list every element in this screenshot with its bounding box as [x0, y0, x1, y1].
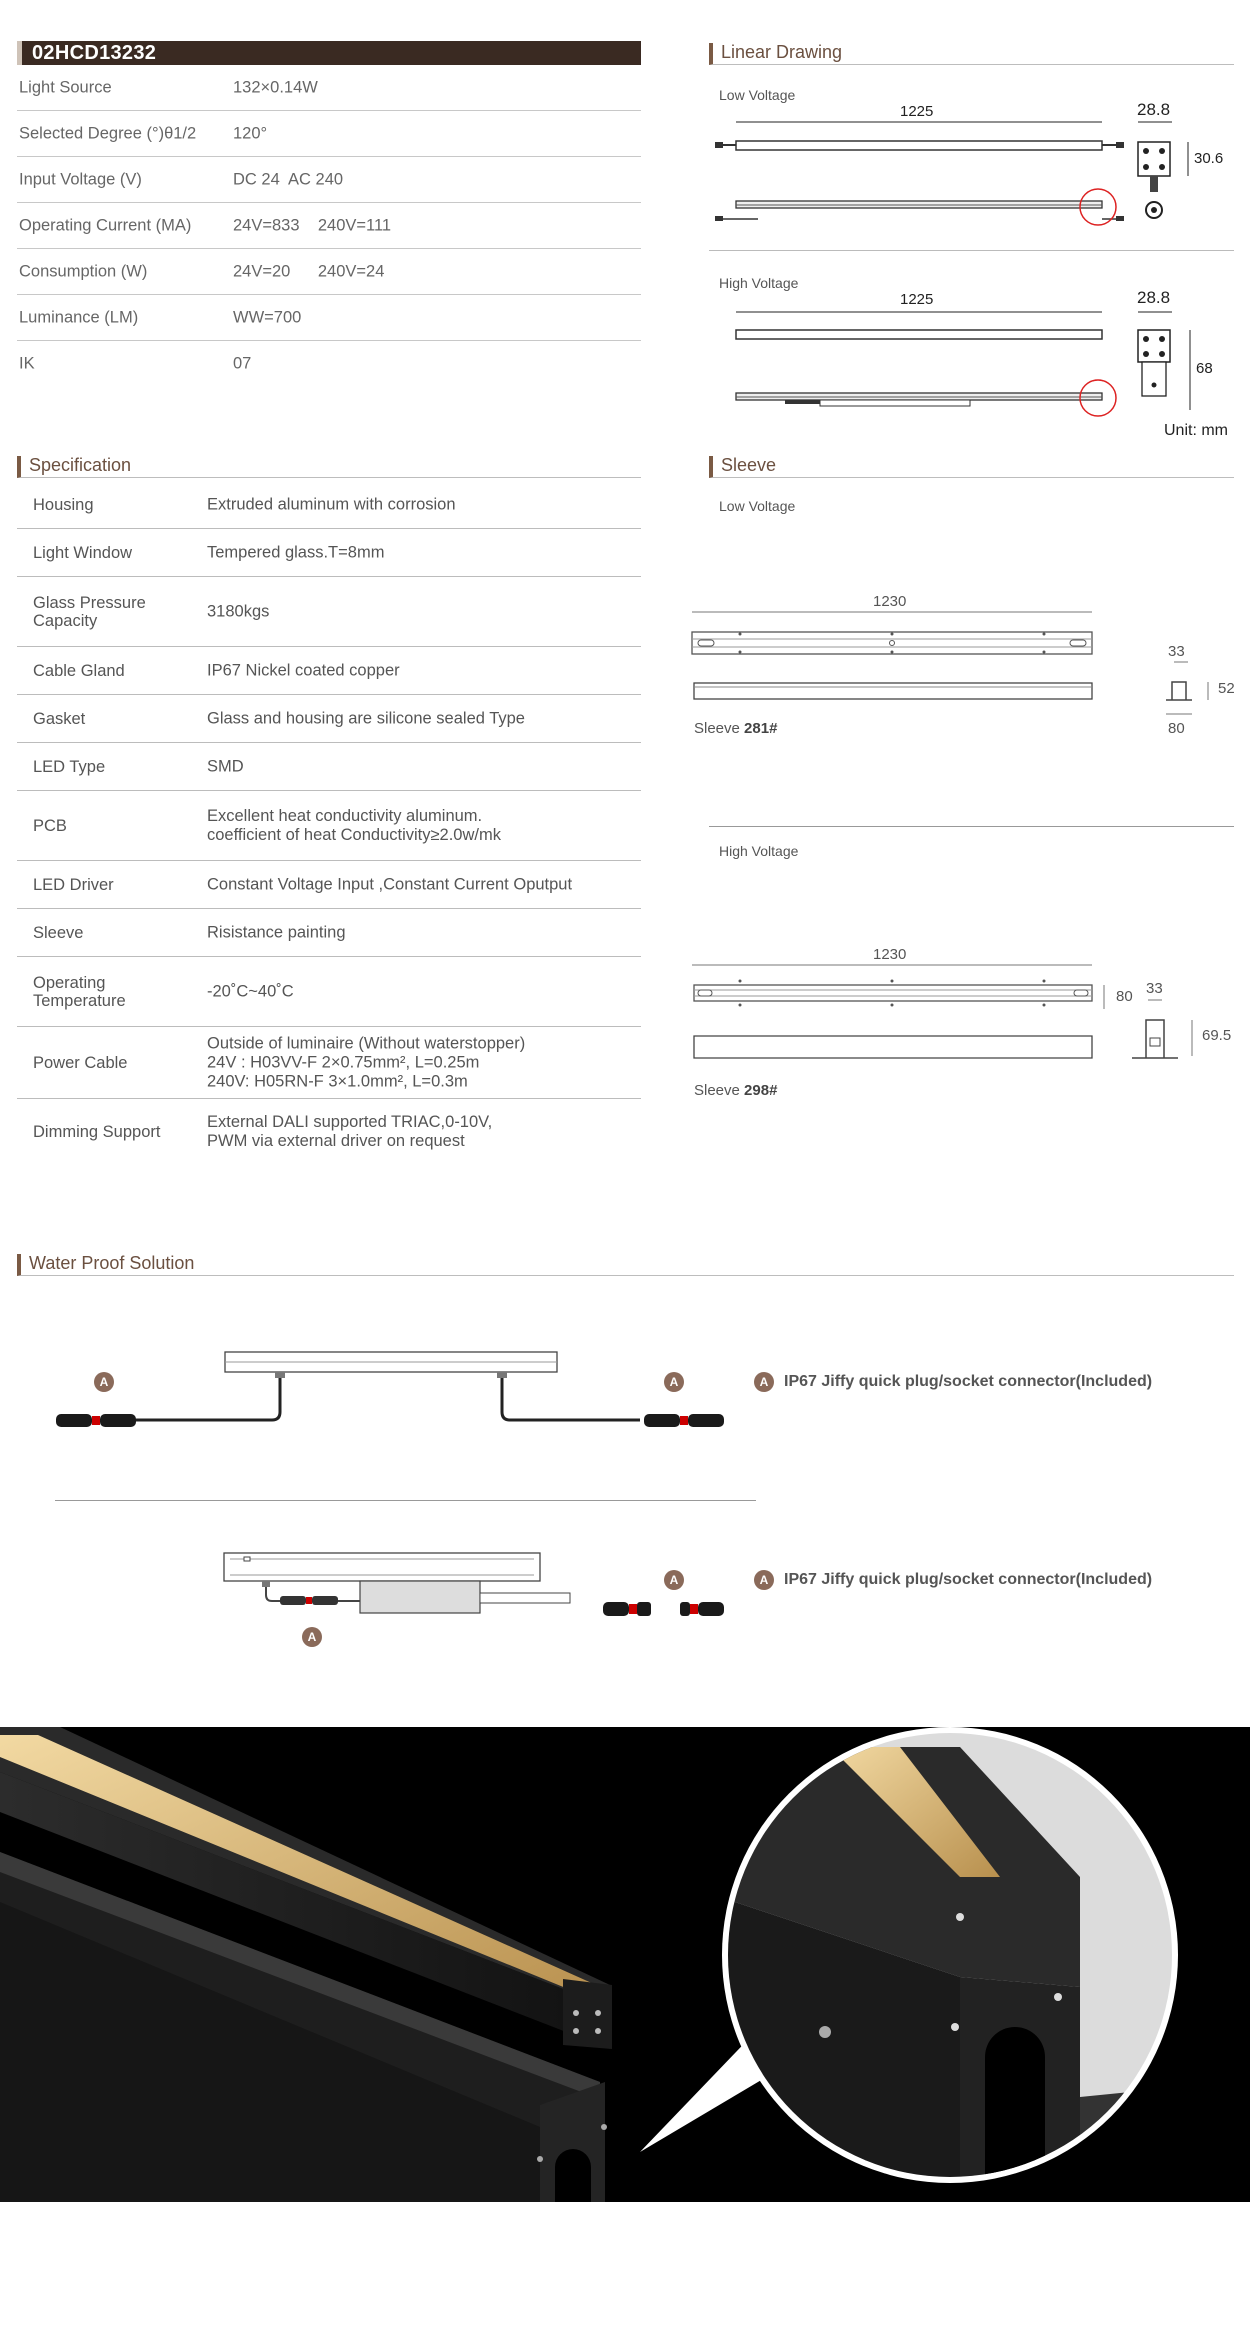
sleeve-length-dim: 1230 — [873, 593, 907, 610]
spec-label: Light Window — [33, 543, 133, 562]
spec-value: Constant Voltage Input ,Constant Current Oputput — [207, 875, 573, 893]
spec-label: Glass Pressure Capacity — [33, 593, 146, 630]
sleeve-low-height: 52 — [1218, 680, 1235, 697]
sleeve-high-number: 298# — [744, 1082, 778, 1099]
sleeve-high-voltage-label: High Voltage — [719, 843, 799, 859]
info-row — [17, 157, 641, 203]
high-voltage-label: High Voltage — [719, 275, 799, 291]
linear-drawing-title: Linear Drawing — [709, 43, 1234, 65]
connector-badge: A — [754, 1372, 774, 1392]
height-dim: 68 — [1196, 360, 1213, 377]
info-row — [17, 249, 641, 295]
spec-label: Dimming Support — [33, 1123, 161, 1141]
connector-text: IP67 Jiffy quick plug/socket connector(Included) — [784, 1373, 1153, 1390]
info-value: 24V=833 240V=111 — [233, 216, 392, 234]
info-row — [17, 341, 641, 387]
sleeve-low-caption — [694, 720, 777, 737]
sleeve-low-caption-prefix: Sleeve — [694, 720, 745, 737]
width-dim: 28.8 — [1137, 288, 1171, 307]
height-dim: 30.6 — [1194, 150, 1224, 167]
info-label: Light Source — [19, 78, 112, 96]
info-label: Luminance (LM) — [19, 308, 139, 326]
connector-badge: A — [302, 1627, 322, 1647]
sleeve-high-caption-prefix: Sleeve — [694, 1082, 745, 1099]
sleeve-low-voltage-label: Low Voltage — [719, 498, 796, 514]
sleeve-high-section — [1128, 998, 1198, 1062]
sleeve-high-a: 80 — [1116, 988, 1133, 1005]
divider — [55, 1500, 756, 1501]
spec-value: External DALI supported TRIAC,0-10V, PWM via external driver on request — [207, 1113, 493, 1150]
sleeve-low-base: 80 — [1168, 720, 1185, 737]
spec-row — [17, 577, 641, 647]
spec-row — [17, 529, 641, 577]
spec-row — [17, 909, 641, 957]
spec-value: Extruded aluminum with corrosion — [207, 495, 456, 513]
model-header — [17, 41, 641, 65]
length-dim: 1225 — [900, 291, 934, 308]
length-dim: 1225 — [900, 103, 934, 120]
connector-text: IP67 Jiffy quick plug/socket connector(Included) — [784, 1571, 1153, 1588]
connector-badge: A — [664, 1372, 684, 1392]
sleeve-length-dim: 1230 — [873, 946, 907, 963]
spec-value: Risistance painting — [207, 923, 346, 941]
divider — [709, 250, 1234, 251]
spec-label: Gasket — [33, 709, 86, 728]
info-row — [17, 203, 641, 249]
info-value: 24V=20 240V=24 — [233, 262, 385, 280]
spec-label: LED Driver — [33, 875, 114, 894]
info-label: Operating Current (MA) — [19, 216, 192, 234]
spec-row — [17, 791, 641, 861]
spec-value: IP67 Nickel coated copper — [207, 661, 400, 679]
sleeve-low-number: 281# — [744, 720, 778, 737]
info-value: DC 24 AC 240 — [233, 170, 344, 188]
sleeve-high-width: 33 — [1146, 980, 1163, 997]
spec-value: Outside of luminaire (Without waterstopper) 24V : H03VV-F 2×0.75mm², L=0.25m 240V: H05RN-F 3×1.0mm², L=0.3m — [207, 1034, 526, 1090]
sleeve-high-height: 69.5 — [1202, 1027, 1232, 1044]
spec-value: Excellent heat conductivity aluminum. coefficient of heat Conductivity≥2.0w/mk — [207, 806, 501, 844]
waterproof-low-drawing — [50, 1340, 740, 1440]
info-row — [17, 111, 641, 157]
spec-label: Housing — [33, 495, 94, 514]
spec-value: -20˚C~40˚C — [207, 982, 294, 1000]
info-value: WW=700 — [233, 308, 302, 326]
spec-label: LED Type — [33, 757, 106, 776]
spec-label: Operating Temperature — [33, 973, 126, 1010]
spec-label: Power Cable — [33, 1053, 128, 1072]
sleeve-high-drawing — [690, 961, 1110, 1061]
spec-row — [17, 743, 641, 791]
connector-badge: A — [664, 1570, 684, 1590]
low-voltage-label: Low Voltage — [719, 87, 796, 103]
spec-row — [17, 481, 641, 529]
spec-row — [17, 1027, 641, 1099]
width-dim: 28.8 — [1137, 100, 1171, 119]
product-photo — [0, 1727, 1250, 2202]
info-value: 120° — [233, 124, 268, 142]
info-label: Selected Degree (°)θ1/2 — [19, 124, 197, 142]
spec-row — [17, 1099, 641, 1165]
connector-badge: A — [754, 1570, 774, 1590]
spec-row — [17, 861, 641, 909]
info-label: IK — [19, 354, 35, 373]
spec-label: PCB — [33, 816, 67, 835]
product-photo-illustration — [0, 1727, 1250, 2202]
divider — [709, 826, 1234, 827]
sleeve-low-width: 33 — [1168, 643, 1185, 660]
spec-value: 3180kgs — [207, 602, 270, 620]
info-value: 07 — [233, 354, 252, 373]
info-label: Input Voltage (V) — [19, 170, 142, 188]
spec-value: Tempered glass.T=8mm — [207, 543, 385, 561]
spec-row — [17, 957, 641, 1027]
high-voltage-drawing — [710, 305, 1240, 425]
low-voltage-drawing — [710, 115, 1240, 235]
specification-title: Specification — [17, 456, 641, 478]
spec-row — [17, 647, 641, 695]
unit-label: Unit: mm — [1164, 422, 1228, 439]
waterproof-high-drawing — [210, 1545, 740, 1625]
model-number: 02HCD13232 — [32, 42, 157, 64]
info-row — [17, 65, 641, 111]
sleeve-title: Sleeve — [709, 456, 1234, 478]
info-value: 132×0.14W — [233, 78, 318, 96]
sleeve-high-caption — [694, 1082, 777, 1099]
spec-label: Cable Gland — [33, 661, 125, 680]
info-label: Consumption (W) — [19, 262, 148, 280]
waterproof-title: Water Proof Solution — [17, 1254, 1234, 1276]
spec-label: Sleeve — [33, 923, 84, 942]
info-row — [17, 295, 641, 341]
sleeve-low-drawing — [690, 608, 1110, 704]
spec-value: Glass and housing are silicone sealed Type — [207, 709, 525, 727]
sleeve-low-section — [1160, 660, 1220, 720]
spec-value: SMD — [207, 757, 244, 775]
connector-badge: A — [94, 1372, 114, 1392]
spec-row — [17, 695, 641, 743]
